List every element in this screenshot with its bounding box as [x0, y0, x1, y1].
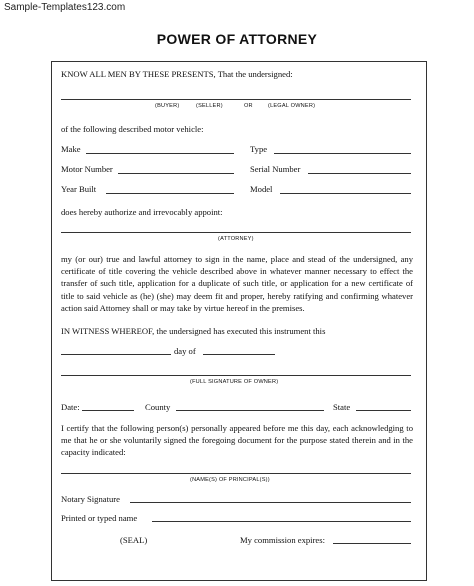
type-field[interactable] — [274, 153, 411, 154]
certify-paragraph: I certify that the following person(s) personally appeared before me this day, each acknowledging to me that he or she voluntarily signed the foregoing document for the purpose stated therein and in the capacity indicated: — [61, 423, 413, 458]
notary-signature-label: Notary Signature — [61, 494, 120, 504]
printed-name-field[interactable] — [152, 521, 411, 522]
principals-label: (NAME(S) OF PRINCIPAL(S)) — [190, 477, 270, 483]
date-field[interactable] — [82, 410, 134, 411]
seal-label: (SEAL) — [120, 535, 148, 545]
state-field[interactable] — [356, 410, 411, 411]
serial-number-label: Serial Number — [250, 164, 301, 174]
legal-owner-label: (LEGAL OWNER) — [268, 103, 316, 109]
year-built-label: Year Built — [61, 184, 97, 194]
day-of-label: day of — [174, 346, 196, 356]
printed-name-label: Printed or typed name — [61, 513, 138, 523]
site-watermark: Sample-Templates123.com — [4, 2, 126, 13]
seller-label: (SELLER) — [196, 103, 223, 109]
commission-expires-label: My commission expires: — [240, 535, 325, 545]
or-label: OR — [244, 103, 253, 109]
state-label: State — [333, 402, 351, 412]
county-field[interactable] — [176, 410, 324, 411]
year-built-field[interactable] — [106, 193, 234, 194]
appoint-text: does hereby authorize and irrevocably appoint: — [61, 207, 223, 217]
witness-month-field[interactable] — [203, 354, 275, 355]
principals-name-line[interactable] — [61, 473, 411, 474]
county-label: County — [145, 402, 171, 412]
commission-expires-field[interactable] — [333, 543, 411, 544]
type-label: Type — [250, 144, 268, 154]
motor-number-label: Motor Number — [61, 164, 113, 174]
serial-number-field[interactable] — [308, 173, 411, 174]
attorney-label: (ATTORNEY) — [218, 236, 254, 242]
notary-signature-field[interactable] — [130, 502, 411, 503]
intro-text: KNOW ALL MEN BY THESE PRESENTS, That the undersigned: — [61, 69, 293, 79]
make-field[interactable] — [86, 153, 234, 154]
model-label: Model — [250, 184, 273, 194]
undersigned-name-line[interactable] — [61, 99, 411, 100]
full-signature-label: (FULL SIGNATURE OF OWNER) — [190, 379, 279, 385]
model-field[interactable] — [280, 193, 411, 194]
vehicle-intro-text: of the following described motor vehicle: — [61, 124, 204, 134]
buyer-label: (BUYER) — [155, 103, 180, 109]
motor-number-field[interactable] — [118, 173, 234, 174]
owner-signature-line[interactable] — [61, 375, 411, 376]
date-label: Date: — [61, 402, 80, 412]
attorney-name-line[interactable] — [61, 232, 411, 233]
witness-day-field[interactable] — [61, 354, 171, 355]
authority-paragraph: my (or our) true and lawful attorney to sign in the name, place and stead of the undersigned, any certificate of title covering the vehicle described above in whatever manner necessary to effect the transfer of such title, application for a duplicate of such title, or application for a new certificate of title to said vehicle as (he) (she) may deem fit and proper, hereby ratifying and confirming whatever action said Attorney shall or may take by virtue hereof in the premises. — [61, 254, 413, 313]
witness-text: IN WITNESS WHEREOF, the undersigned has executed this instrument this — [61, 326, 326, 336]
document-title: POWER OF ATTORNEY — [156, 31, 318, 47]
make-label: Make — [61, 144, 81, 154]
